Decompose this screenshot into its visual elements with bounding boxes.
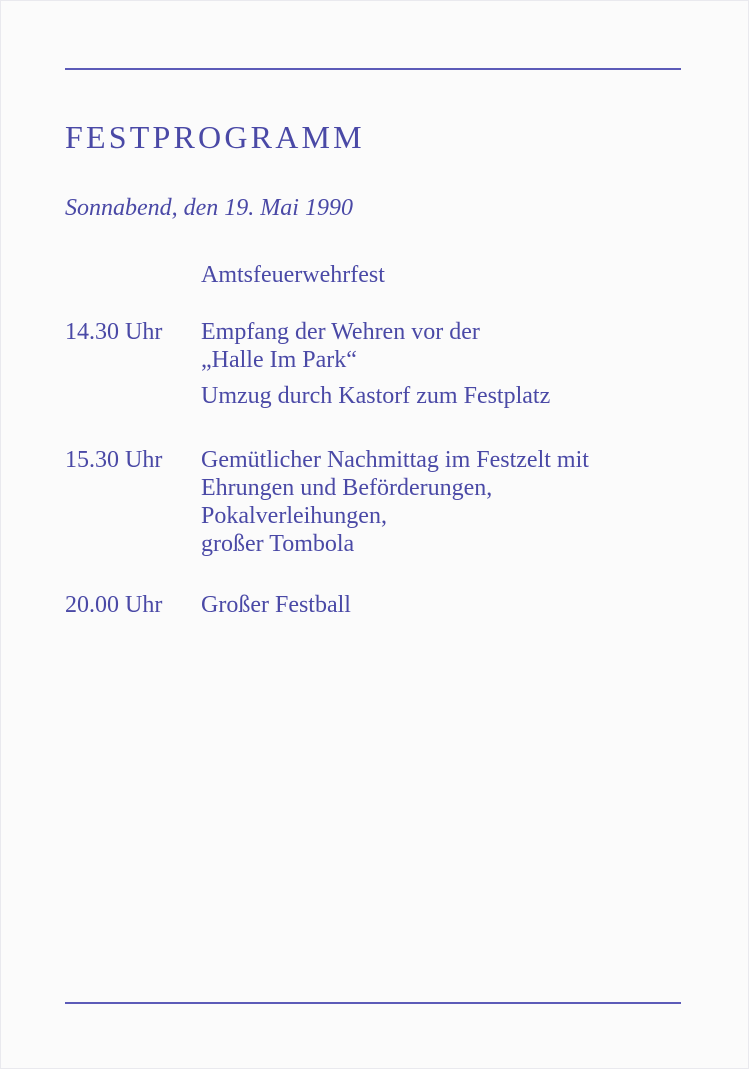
schedule-description <box>201 318 550 410</box>
schedule-description <box>201 591 351 619</box>
description-line: großer Tombola <box>201 531 355 557</box>
schedule-time: 15.30 Uhr <box>65 447 163 473</box>
top-divider <box>65 68 681 70</box>
schedule-time: 20.00 Uhr <box>65 592 163 618</box>
description-line: „Halle Im Park“ <box>201 347 357 373</box>
description-line: Großer Festball <box>201 592 351 618</box>
schedule-description <box>201 261 385 289</box>
bottom-divider <box>65 1002 681 1004</box>
description-line: Gemütlicher Nachmittag im Festzelt mit <box>201 447 589 473</box>
schedule-time: 14.30 Uhr <box>65 319 163 345</box>
page-title: FESTPROGRAMM <box>65 119 365 155</box>
description-line: Amtsfeuerwehrfest <box>201 262 385 288</box>
description-line: Umzug durch Kastorf zum Festplatz <box>201 383 551 409</box>
schedule-description <box>201 446 589 558</box>
description-line: Ehrungen und Beförderungen, <box>201 475 493 501</box>
description-line: Pokalverleihungen, <box>201 503 387 529</box>
event-date: Sonnabend, den 19. Mai 1990 <box>65 195 353 221</box>
description-line: Empfang der Wehren vor der <box>201 319 480 345</box>
